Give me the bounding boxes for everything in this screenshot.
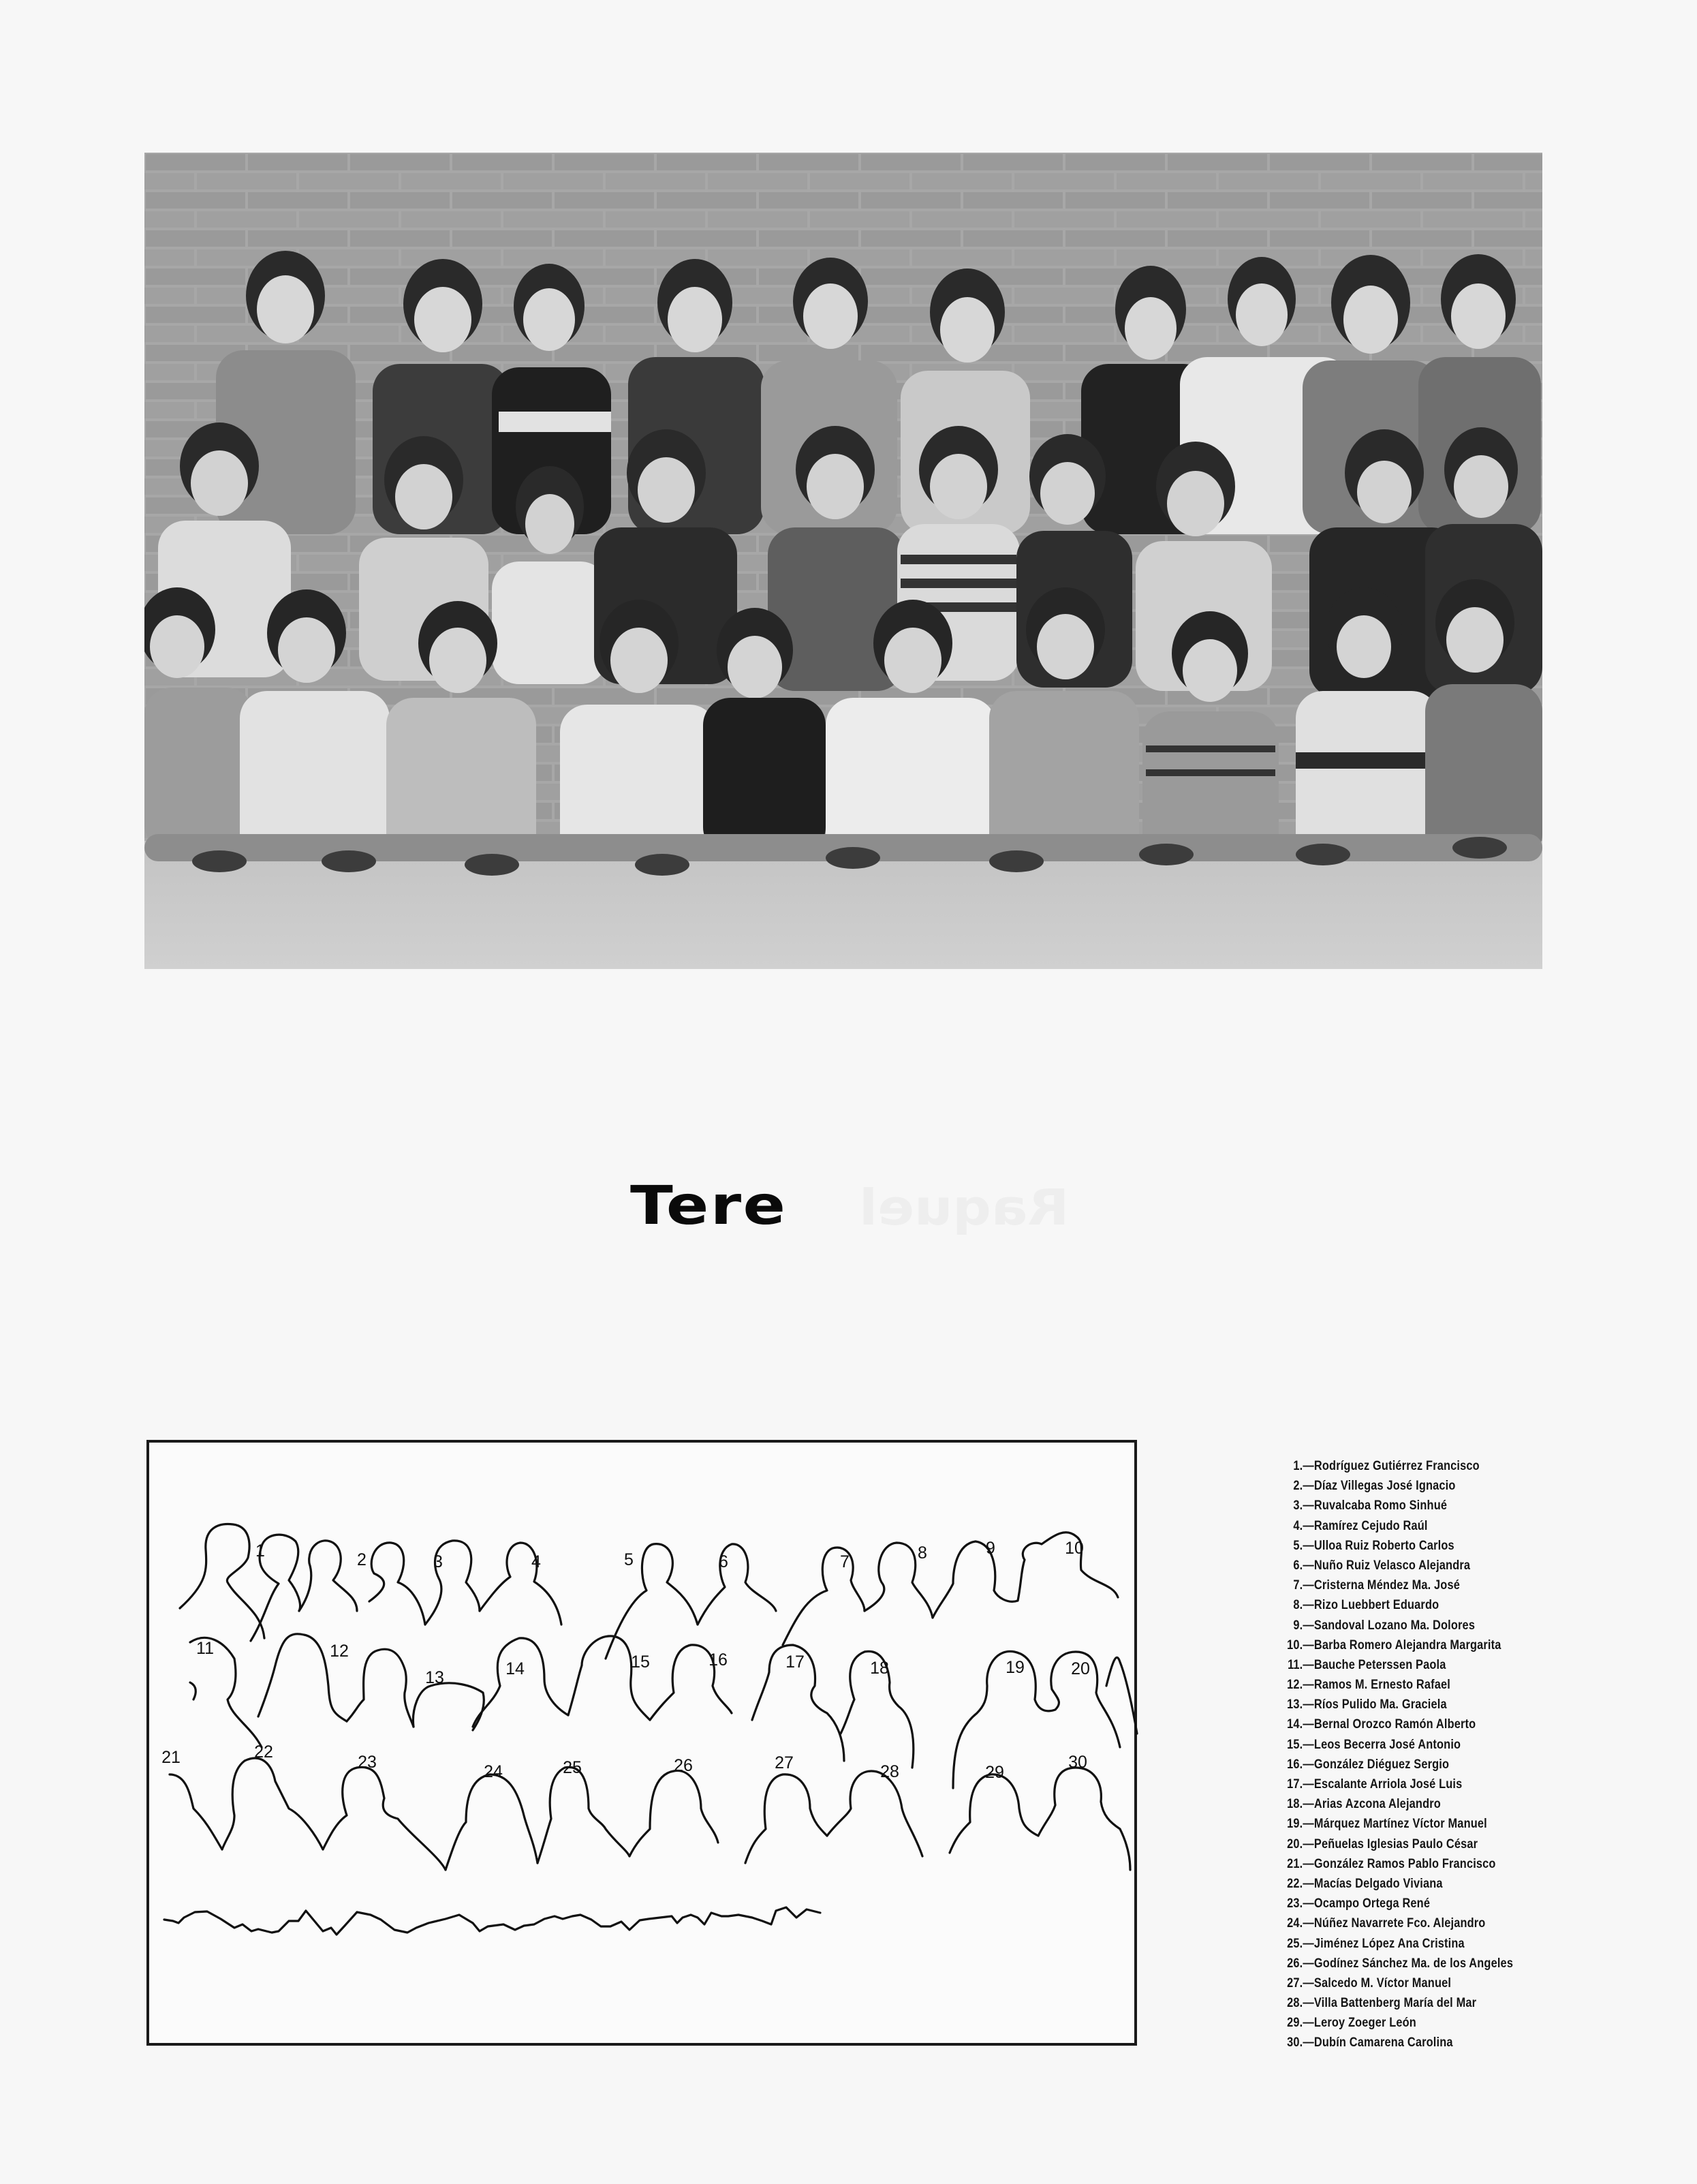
student-name: —Peñuelas Iglesias Paulo César	[1303, 1836, 1478, 1851]
student-name: —Ramírez Cejudo Raúl	[1303, 1518, 1428, 1533]
position-number: 17	[785, 1652, 805, 1672]
name-number: 4.	[1293, 1518, 1303, 1533]
position-number: 9	[986, 1539, 995, 1558]
position-number: 30	[1068, 1753, 1087, 1772]
name-list-item	[1279, 1516, 1513, 1536]
name-number: 15.	[1287, 1737, 1303, 1752]
student-name: —Ulloa Ruiz Roberto Carlos	[1303, 1538, 1454, 1553]
student-name: —Arias Azcona Alejandro	[1303, 1797, 1441, 1812]
student-name: —Rizo Luebbert Eduardo	[1303, 1598, 1439, 1613]
name-number: 22.	[1287, 1876, 1303, 1891]
position-number: 25	[563, 1758, 582, 1777]
name-list-item	[1279, 1456, 1513, 1476]
student-name: —Villa Battenberg María del Mar	[1303, 1996, 1477, 2011]
name-list-item	[1279, 1616, 1513, 1635]
position-number: 26	[674, 1756, 693, 1775]
name-list-item	[1279, 2033, 1513, 2052]
name-list-item	[1279, 1894, 1513, 1913]
name-list-item	[1279, 1496, 1513, 1516]
position-number: 8	[918, 1543, 927, 1563]
position-number: 10	[1065, 1539, 1084, 1558]
position-number: 16	[709, 1650, 728, 1670]
name-number: 5.	[1293, 1538, 1303, 1553]
student-name: —Barba Romero Alejandra Margarita	[1303, 1637, 1501, 1652]
name-number: 8.	[1293, 1598, 1303, 1613]
position-number: 1	[255, 1541, 265, 1560]
silhouette-key-diagram	[146, 1440, 1137, 2046]
position-number: 4	[531, 1552, 541, 1571]
student-name: —Márquez Martínez Víctor Manuel	[1303, 1817, 1487, 1832]
name-number: 27.	[1287, 1975, 1303, 1990]
name-number: 2.	[1293, 1479, 1303, 1494]
position-number: 12	[330, 1642, 349, 1661]
name-number: 17.	[1287, 1777, 1303, 1791]
student-name: —Nuño Ruiz Velasco Alejandra	[1303, 1558, 1471, 1573]
name-number: 13.	[1287, 1697, 1303, 1712]
student-name: —Díaz Villegas José Ignacio	[1303, 1479, 1456, 1494]
name-list-item	[1279, 1934, 1513, 1954]
student-name: —Bauche Peterssen Paola	[1303, 1657, 1446, 1672]
position-number: 5	[624, 1550, 634, 1569]
position-number: 24	[484, 1762, 503, 1781]
silhouette-outlines	[149, 1443, 1140, 2048]
name-number: 14.	[1287, 1717, 1303, 1732]
position-number: 7	[840, 1552, 850, 1571]
name-list-item	[1279, 1794, 1513, 1814]
name-number: 6.	[1293, 1558, 1303, 1573]
name-list-item	[1279, 1675, 1513, 1695]
name-list-item	[1279, 2013, 1513, 2033]
name-number: 1.	[1293, 1459, 1303, 1473]
student-name: —González Ramos Pablo Francisco	[1303, 1856, 1496, 1871]
name-list-item	[1279, 1874, 1513, 1894]
name-list-item	[1279, 1655, 1513, 1675]
student-name: —Godínez Sánchez Ma. de los Angeles	[1303, 1956, 1514, 1971]
name-number: 12.	[1287, 1678, 1303, 1693]
name-list-item	[1279, 1695, 1513, 1714]
name-number: 23.	[1287, 1896, 1303, 1911]
student-name: —Dubín Camarena Carolina	[1303, 2035, 1453, 2050]
name-list-item	[1279, 1556, 1513, 1575]
position-number: 27	[775, 1753, 794, 1772]
name-number: 24.	[1287, 1916, 1303, 1931]
name-list-item	[1279, 1774, 1513, 1794]
name-list-item	[1279, 1755, 1513, 1774]
name-number: 20.	[1287, 1836, 1303, 1851]
bleed-through-text: Raquel	[858, 1179, 1070, 1236]
name-list-item	[1279, 1575, 1513, 1595]
position-number: 29	[985, 1763, 1004, 1782]
name-list-item	[1279, 1476, 1513, 1496]
student-name: —Macías Delgado Viviana	[1303, 1876, 1443, 1891]
name-list-item	[1279, 1635, 1513, 1655]
position-number: 3	[433, 1552, 443, 1571]
student-name: —Escalante Arriola José Luis	[1303, 1777, 1463, 1791]
position-number: 11	[196, 1639, 214, 1658]
student-name-list	[1279, 1456, 1551, 2053]
name-number: 21.	[1287, 1856, 1303, 1871]
student-name: —Ocampo Ortega René	[1303, 1896, 1431, 1911]
name-list-item	[1279, 1714, 1513, 1734]
name-number: 28.	[1287, 1996, 1303, 2011]
name-number: 10.	[1287, 1637, 1303, 1652]
name-number: 16.	[1287, 1757, 1303, 1772]
page-title: Tere	[630, 1175, 788, 1237]
position-number: 28	[880, 1762, 899, 1781]
position-number: 13	[425, 1668, 444, 1687]
name-list-item	[1279, 1595, 1513, 1615]
name-list-item	[1279, 1993, 1513, 2013]
position-number: 19	[1006, 1658, 1025, 1677]
name-list-item	[1279, 1913, 1513, 1933]
position-number: 22	[254, 1742, 273, 1762]
student-name: —Rodríguez Gutiérrez Francisco	[1303, 1459, 1480, 1473]
student-name: —González Diéguez Sergio	[1303, 1757, 1450, 1772]
student-name: —Salcedo M. Víctor Manuel	[1303, 1975, 1452, 1990]
position-numbers	[161, 1539, 1090, 1782]
student-name: —Ríos Pulido Ma. Graciela	[1303, 1697, 1447, 1712]
name-number: 3.	[1293, 1498, 1303, 1513]
student-name: —Leos Becerra José Antonio	[1303, 1737, 1461, 1752]
position-number: 14	[505, 1659, 525, 1678]
student-name: —Núñez Navarrete Fco. Alejandro	[1303, 1916, 1486, 1931]
student-name: —Sandoval Lozano Ma. Dolores	[1303, 1618, 1476, 1633]
position-number: 18	[870, 1659, 889, 1678]
student-name: —Ruvalcaba Romo Sinhué	[1303, 1498, 1448, 1513]
name-list-item	[1279, 1834, 1513, 1854]
name-number: 11.	[1288, 1657, 1303, 1672]
student-name: —Bernal Orozco Ramón Alberto	[1303, 1717, 1476, 1732]
name-list-item	[1279, 1854, 1513, 1874]
name-list-item	[1279, 1735, 1513, 1755]
position-number: 6	[719, 1552, 728, 1571]
photo-illustration	[144, 153, 1542, 969]
student-name: —Ramos M. Ernesto Rafael	[1303, 1678, 1451, 1693]
name-number: 9.	[1293, 1618, 1303, 1633]
student-name: —Jiménez López Ana Cristina	[1303, 1936, 1465, 1951]
name-number: 30.	[1287, 2035, 1303, 2050]
name-list-item	[1279, 1536, 1513, 1556]
class-group-photo	[144, 153, 1542, 969]
position-number: 20	[1071, 1659, 1090, 1678]
name-number: 29.	[1287, 2016, 1303, 2031]
name-list-item	[1279, 1954, 1513, 1973]
name-number: 19.	[1287, 1817, 1303, 1832]
student-name: —Leroy Zoeger León	[1303, 2016, 1416, 2031]
name-list-item	[1279, 1814, 1513, 1834]
student-name: —Cristerna Méndez Ma. José	[1303, 1578, 1460, 1593]
name-number: 7.	[1293, 1578, 1303, 1593]
position-number: 23	[358, 1753, 377, 1772]
name-number: 26.	[1287, 1956, 1303, 1971]
name-number: 25.	[1287, 1936, 1303, 1951]
position-number: 15	[631, 1652, 650, 1672]
position-number: 2	[357, 1550, 367, 1569]
name-number: 18.	[1287, 1797, 1303, 1812]
position-number: 21	[161, 1748, 181, 1767]
name-list-item	[1279, 1973, 1513, 1993]
